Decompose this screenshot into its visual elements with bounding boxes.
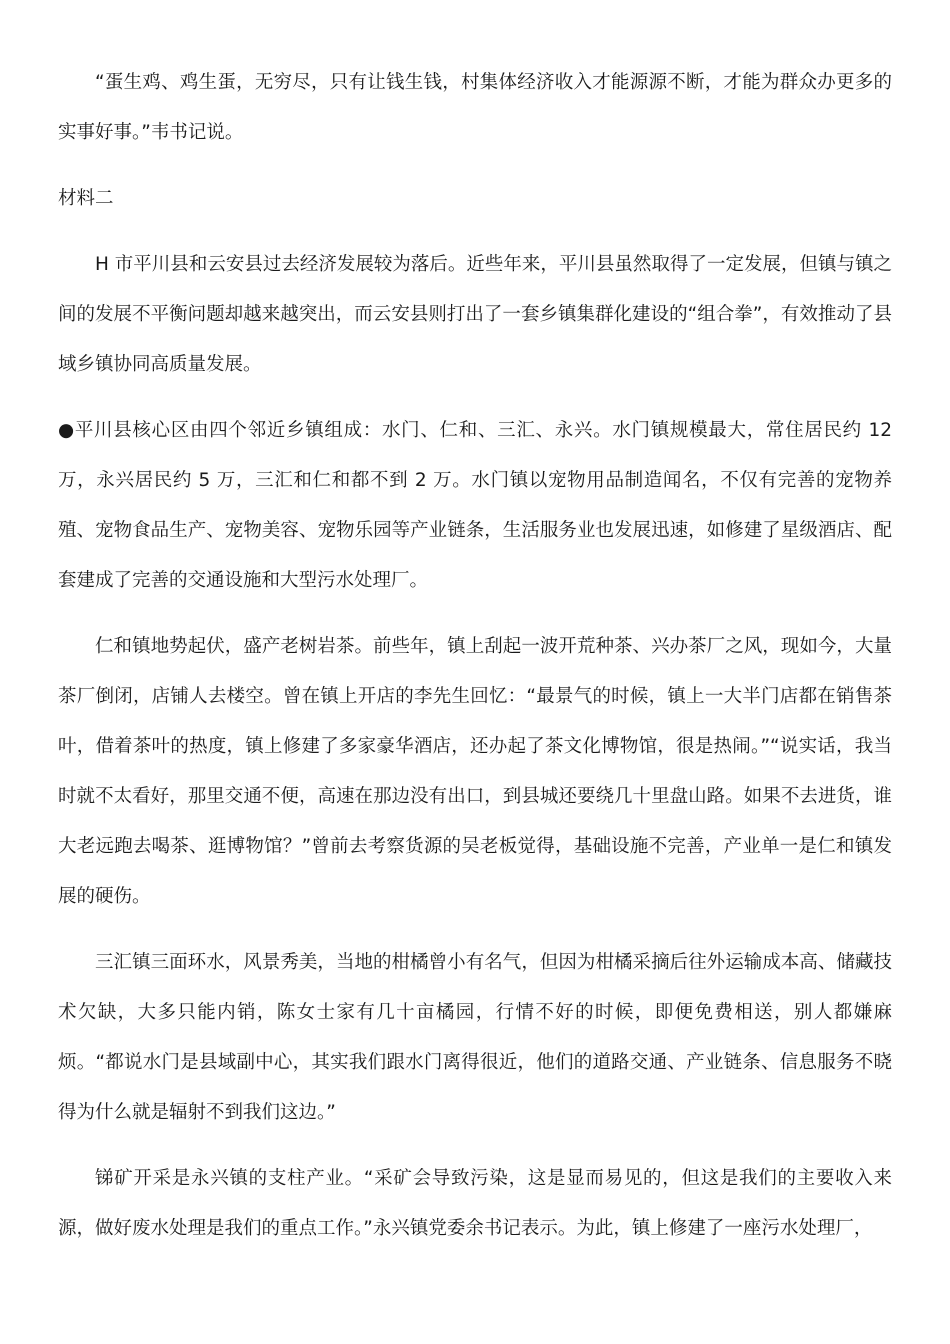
paragraph-intro-h-city: H 市平川县和云安县过去经济发展较为落后。近些年来，平川县虽然取得了一定发展，但镇与镇之间的发展不平衡问题却越来越突出，而云安县则打出了一套乡镇集群化建设的“组合拳”，有效推动了县域乡镇协同高质量发展。 (58, 254, 892, 375)
paragraph-quote-secretary-wei: “蛋生鸡、鸡生蛋，无穷尽，只有让钱生钱，村集体经济收入才能源源不断，才能为群众办更多的实事好事。”韦书记说。 (58, 72, 892, 143)
paragraph-pingchuan-core-area: ●平川县核心区由四个邻近乡镇组成：水门、仁和、三汇、永兴。水门镇规模最大，常住居民约 12 万，永兴居民约 5 万，三汇和仁和都不到 2 万。水门镇以宠物用品制造闻名，不仅有完善的宠物养殖、宠物食品生产、宠物美容、宠物乐园等产业链条，生活服务业也发展迅速，如修建了星级酒店、配套建成了完善的交通设施和大型污水处理厂。 (58, 420, 892, 591)
paragraph-renhe-town: 仁和镇地势起伏，盛产老树岩茶。前些年，镇上刮起一波开荒种茶、兴办茶厂之风，现如今，大量茶厂倒闭，店铺人去楼空。曾在镇上开店的李先生回忆：“最景气的时候，镇上一大半门店都在销售茶叶，借着茶叶的热度，镇上修建了多家豪华酒店，还办起了茶文化博物馆，很是热闹。”“说实话，我当时就不太看好，那里交通不便，高速在那边没有出口，到县城还要绕几十里盘山路。如果不去进货，谁大老远跑去喝茶、逛博物馆？”曾前去考察货源的吴老板觉得，基础设施不完善，产业单一是仁和镇发展的硬伤。 (58, 636, 892, 907)
paragraph-yongxing-town: 锑矿开采是永兴镇的支柱产业。“采矿会导致污染，这是显而易见的，但这是我们的主要收入来源，做好废水处理是我们的重点工作。”永兴镇党委余书记表示。为此，镇上修建了一座污水处理厂， (58, 1168, 892, 1239)
section-heading-material-two: 材料二 (58, 188, 114, 209)
paragraph-sanhui-town: 三汇镇三面环水，风景秀美，当地的柑橘曾小有名气，但因为柑橘采摘后往外运输成本高、储藏技术欠缺，大多只能内销，陈女士家有几十亩橘园，行情不好的时候，即便免费相送，别人都嫌麻烦。“都说水门是县域副中心，其实我们跟水门离得很近，他们的道路交通、产业链条、信息服务不晓得为什么就是辐射不到我们这边。” (58, 952, 892, 1123)
